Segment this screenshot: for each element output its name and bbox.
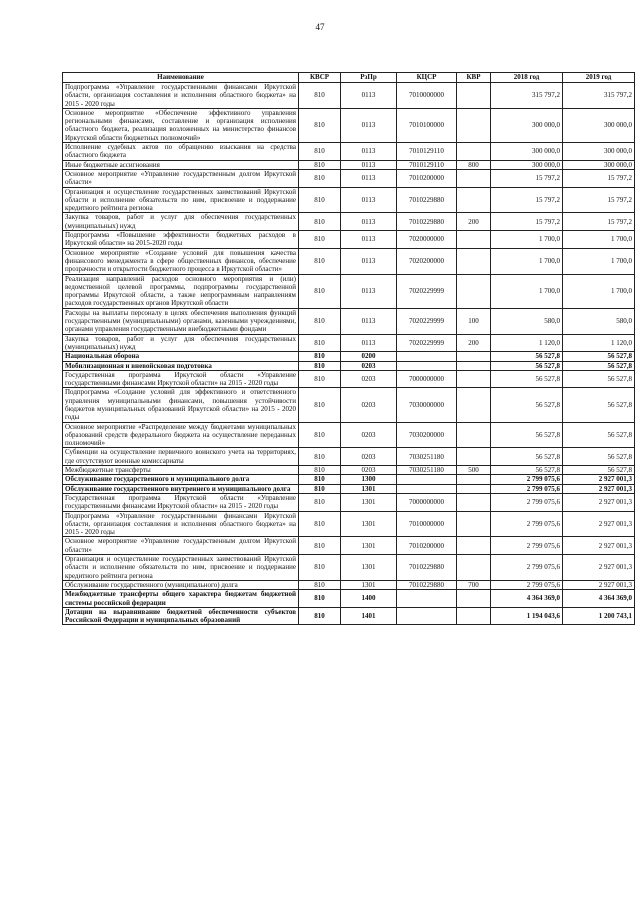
table-row	[63, 607, 635, 625]
row-amount-2018: 15 797,2	[491, 169, 563, 187]
table-row	[63, 187, 635, 213]
row-kvr: 200	[457, 213, 491, 231]
row-amount-2019: 1 700,0	[563, 274, 635, 308]
row-name: Обслуживание государственного (муниципального) долга	[63, 580, 299, 589]
row-kcsr	[397, 475, 457, 484]
row-kvr: 800	[457, 160, 491, 169]
row-name: Подпрограмма «Повышение эффективности бюджетных расходов в Иркутской области» на 2015-2020 годы	[63, 231, 299, 249]
table-row	[63, 248, 635, 274]
budget-table	[62, 72, 635, 625]
row-name: Организация и осуществление государственных заимствований Иркутской области и исполнение обязательств по ним, присвоение и поддержание кредитного рейтинга региона	[63, 187, 299, 213]
row-amount-2019: 56 527,8	[563, 352, 635, 361]
table-row	[63, 448, 635, 466]
row-kvr: 700	[457, 580, 491, 589]
row-rzpr: 0113	[341, 160, 397, 169]
row-amount-2019: 2 927 001,3	[563, 493, 635, 511]
row-kcsr: 7010229880	[397, 187, 457, 213]
row-amount-2019: 2 927 001,3	[563, 555, 635, 581]
row-kcsr: 7030251180	[397, 448, 457, 466]
row-amount-2018: 1 194 043,6	[491, 607, 563, 625]
header-kcsr: КЦСР	[397, 73, 457, 83]
row-amount-2019: 4 364 369,0	[563, 590, 635, 608]
row-name: Государственная программа Иркутской области «Управление государственными финансами Иркутской области» на 2015 - 2020 годы	[63, 493, 299, 511]
table-row	[63, 274, 635, 308]
row-kvr	[457, 169, 491, 187]
row-amount-2019: 56 527,8	[563, 422, 635, 448]
table-header-row	[63, 73, 635, 83]
table-row	[63, 334, 635, 352]
row-kcsr	[397, 607, 457, 625]
table-row	[63, 422, 635, 448]
row-name: Обслуживание государственного внутреннего и муниципального долга	[63, 484, 299, 493]
table-row	[63, 493, 635, 511]
row-kvsr: 810	[299, 213, 341, 231]
row-kvr	[457, 143, 491, 161]
row-amount-2019: 56 527,8	[563, 388, 635, 422]
row-kcsr: 7020229999	[397, 308, 457, 334]
row-name: Основное мероприятие «Распределение между бюджетами муниципальных образований средств федерального бюджета на осуществление переданных полномочий»	[63, 422, 299, 448]
row-rzpr: 1301	[341, 511, 397, 537]
row-kvsr: 810	[299, 352, 341, 361]
row-kcsr: 7010100000	[397, 108, 457, 142]
row-kcsr: 7010200000	[397, 537, 457, 555]
row-amount-2019: 315 797,2	[563, 83, 635, 109]
row-amount-2018: 56 527,8	[491, 352, 563, 361]
row-kvr	[457, 484, 491, 493]
row-name: Основное мероприятие «Обеспечение эффективного управления региональными финансами, составление и организация исполнения областного бюджета, реализация возложенных на министерство финансов Иркутской области бюджетных полномочий»	[63, 108, 299, 142]
row-kvr	[457, 248, 491, 274]
row-kcsr: 7010200000	[397, 169, 457, 187]
row-amount-2018: 300 000,0	[491, 108, 563, 142]
row-kvsr: 810	[299, 334, 341, 352]
row-kcsr: 7030251180	[397, 466, 457, 475]
row-amount-2019: 56 527,8	[563, 361, 635, 370]
row-kcsr: 7010229880	[397, 213, 457, 231]
row-name: Закупка товаров, работ и услуг для обеспечения государственных (муниципальных) нужд	[63, 334, 299, 352]
table-row	[63, 537, 635, 555]
row-kcsr: 7020000000	[397, 231, 457, 249]
row-kcsr: 7030200000	[397, 422, 457, 448]
row-rzpr: 0203	[341, 388, 397, 422]
row-rzpr: 1301	[341, 493, 397, 511]
row-amount-2018: 56 527,8	[491, 361, 563, 370]
row-rzpr: 1401	[341, 607, 397, 625]
row-rzpr: 0113	[341, 187, 397, 213]
row-rzpr: 0113	[341, 231, 397, 249]
row-amount-2019: 2 927 001,3	[563, 537, 635, 555]
row-amount-2019: 1 700,0	[563, 248, 635, 274]
row-rzpr: 0113	[341, 308, 397, 334]
row-rzpr: 0113	[341, 108, 397, 142]
row-kcsr: 7010000000	[397, 83, 457, 109]
table-row	[63, 108, 635, 142]
row-rzpr: 1400	[341, 590, 397, 608]
row-kvr	[457, 422, 491, 448]
row-amount-2018: 56 527,8	[491, 448, 563, 466]
row-amount-2018: 315 797,2	[491, 83, 563, 109]
row-amount-2019: 300 000,0	[563, 108, 635, 142]
row-amount-2019: 2 927 001,3	[563, 475, 635, 484]
row-kvr	[457, 555, 491, 581]
row-name: Иные бюджетные ассигнования	[63, 160, 299, 169]
row-amount-2019: 15 797,2	[563, 213, 635, 231]
row-amount-2019: 2 927 001,3	[563, 511, 635, 537]
row-kvsr: 810	[299, 370, 341, 388]
row-rzpr: 1301	[341, 484, 397, 493]
table-row	[63, 370, 635, 388]
row-kvsr: 810	[299, 308, 341, 334]
row-rzpr: 0113	[341, 143, 397, 161]
row-name: Национальная оборона	[63, 352, 299, 361]
row-rzpr: 0113	[341, 248, 397, 274]
row-kvr	[457, 475, 491, 484]
row-kvr	[457, 108, 491, 142]
row-kvr	[457, 370, 491, 388]
row-amount-2018: 1 120,0	[491, 334, 563, 352]
row-kcsr: 7010129110	[397, 160, 457, 169]
row-kvr: 100	[457, 308, 491, 334]
row-amount-2018: 15 797,2	[491, 213, 563, 231]
row-kvr	[457, 231, 491, 249]
table-row	[63, 169, 635, 187]
table-row	[63, 590, 635, 608]
row-name: Основное мероприятие «Управление государственным долгом Иркутской области»	[63, 537, 299, 555]
row-kvsr: 810	[299, 83, 341, 109]
row-kcsr	[397, 352, 457, 361]
row-kvr	[457, 590, 491, 608]
row-amount-2018: 56 527,8	[491, 388, 563, 422]
row-name: Исполнение судебных актов по обращению взыскания на средства областного бюджета	[63, 143, 299, 161]
row-amount-2018: 1 700,0	[491, 248, 563, 274]
row-name: Реализация направлений расходов основного мероприятия и (или) ведомственной целевой программы, подпрограммы государственной программы Иркутской области, а также непрограммным направлениям расходов государственных органов Иркутской области	[63, 274, 299, 308]
row-rzpr: 0203	[341, 370, 397, 388]
table-body	[63, 83, 635, 625]
row-kcsr: 7010000000	[397, 511, 457, 537]
row-kcsr: 7030000000	[397, 388, 457, 422]
row-amount-2019: 56 527,8	[563, 448, 635, 466]
row-kvsr: 810	[299, 484, 341, 493]
row-kvsr: 810	[299, 580, 341, 589]
row-kvsr: 810	[299, 231, 341, 249]
row-kvr	[457, 537, 491, 555]
row-name: Мобилизационная и вневойсковая подготовка	[63, 361, 299, 370]
row-name: Расходы на выплаты персоналу в целях обеспечения выполнения функций государственными (муниципальными) органами, казенными учреждениями, органами управления государственными внебюджетными фондами	[63, 308, 299, 334]
row-name: Организация и осуществление государственных заимствований Иркутской области и исполнение обязательств по ним, присвоение и поддержание кредитного рейтинга региона	[63, 555, 299, 581]
header-rzpr: РзПр	[341, 73, 397, 83]
row-name: Подпрограмма «Управление государственными финансами Иркутской области, организация составления и исполнения областного бюджета» на 2015 - 2020 годы	[63, 83, 299, 109]
row-kcsr: 7020229999	[397, 274, 457, 308]
row-rzpr: 0203	[341, 448, 397, 466]
row-rzpr: 0203	[341, 361, 397, 370]
row-kcsr: 7010229880	[397, 555, 457, 581]
row-kvr	[457, 361, 491, 370]
row-name: Государственная программа Иркутской области «Управление государственными финансами Иркутской области» на 2015 - 2020 годы	[63, 370, 299, 388]
row-amount-2019: 1 700,0	[563, 231, 635, 249]
row-name: Закупка товаров, работ и услуг для обеспечения государственных (муниципальных) нужд	[63, 213, 299, 231]
row-kvr	[457, 493, 491, 511]
row-amount-2018: 2 799 075,6	[491, 511, 563, 537]
row-kvr: 200	[457, 334, 491, 352]
row-amount-2018: 15 797,2	[491, 187, 563, 213]
row-kvsr: 810	[299, 537, 341, 555]
row-name: Обслуживание государственного и муниципального долга	[63, 475, 299, 484]
row-kvsr: 810	[299, 607, 341, 625]
row-name: Подпрограмма «Управление государственными финансами Иркутской области, организация составления и исполнения областного бюджета» на 2015 - 2020 годы	[63, 511, 299, 537]
row-name: Основное мероприятие «Управление государственным долгом Иркутской области»	[63, 169, 299, 187]
row-kcsr	[397, 590, 457, 608]
row-kcsr: 7010229880	[397, 580, 457, 589]
row-kvsr: 810	[299, 422, 341, 448]
row-rzpr: 0113	[341, 274, 397, 308]
row-kvsr: 810	[299, 160, 341, 169]
table-row	[63, 388, 635, 422]
header-kvr: КВР	[457, 73, 491, 83]
table-row	[63, 475, 635, 484]
row-kcsr: 7000000000	[397, 493, 457, 511]
row-name: Субвенции на осуществление первичного воинского учета на территориях, где отсутствуют военные комиссариаты	[63, 448, 299, 466]
row-kvsr: 810	[299, 187, 341, 213]
row-amount-2018: 56 527,8	[491, 422, 563, 448]
row-rzpr: 0113	[341, 213, 397, 231]
row-amount-2018: 2 799 075,6	[491, 580, 563, 589]
row-kvsr: 810	[299, 169, 341, 187]
row-kvr	[457, 448, 491, 466]
row-amount-2019: 15 797,2	[563, 169, 635, 187]
row-rzpr: 1300	[341, 475, 397, 484]
table-row	[63, 466, 635, 475]
row-kvr	[457, 83, 491, 109]
row-amount-2019: 56 527,8	[563, 466, 635, 475]
row-kvsr: 810	[299, 143, 341, 161]
row-kvr	[457, 352, 491, 361]
row-amount-2018: 1 700,0	[491, 231, 563, 249]
row-kvr	[457, 187, 491, 213]
row-kvsr: 810	[299, 466, 341, 475]
row-kvr	[457, 607, 491, 625]
row-kvsr: 810	[299, 274, 341, 308]
row-amount-2018: 2 799 075,6	[491, 493, 563, 511]
row-kvsr: 810	[299, 108, 341, 142]
row-amount-2019: 300 000,0	[563, 143, 635, 161]
row-kvr	[457, 511, 491, 537]
row-rzpr: 0203	[341, 422, 397, 448]
page-number: 47	[315, 22, 325, 32]
row-kvsr: 810	[299, 248, 341, 274]
row-kvr: 500	[457, 466, 491, 475]
row-kvsr: 810	[299, 590, 341, 608]
row-kvsr: 810	[299, 388, 341, 422]
row-kcsr	[397, 484, 457, 493]
row-kvsr: 810	[299, 555, 341, 581]
row-amount-2018: 2 799 075,6	[491, 475, 563, 484]
row-amount-2018: 580,0	[491, 308, 563, 334]
row-amount-2018: 300 000,0	[491, 143, 563, 161]
table-row	[63, 352, 635, 361]
row-amount-2018: 1 700,0	[491, 274, 563, 308]
row-amount-2018: 56 527,8	[491, 370, 563, 388]
row-kcsr: 7020200000	[397, 248, 457, 274]
row-amount-2019: 580,0	[563, 308, 635, 334]
table-row	[63, 484, 635, 493]
table-row	[63, 308, 635, 334]
table-row	[63, 580, 635, 589]
row-kvsr: 810	[299, 475, 341, 484]
header-2018: 2018 год	[491, 73, 563, 83]
row-rzpr: 0113	[341, 83, 397, 109]
row-kcsr: 7020229999	[397, 334, 457, 352]
row-name: Основное мероприятие «Создание условий для повышения качества финансового менеджмента в сфере общественных финансов, обеспечение прозрачности и открытости бюджетного процесса в Иркутской области»	[63, 248, 299, 274]
row-rzpr: 0200	[341, 352, 397, 361]
row-rzpr: 0113	[341, 169, 397, 187]
row-amount-2018: 2 799 075,6	[491, 537, 563, 555]
table-row	[63, 555, 635, 581]
row-rzpr: 1301	[341, 580, 397, 589]
row-name: Межбюджетные трансферты	[63, 466, 299, 475]
row-name: Дотации на выравнивание бюджетной обеспеченности субъектов Российской Федерации и муниципальных образований	[63, 607, 299, 625]
row-kcsr	[397, 361, 457, 370]
row-amount-2019: 2 927 001,3	[563, 484, 635, 493]
table-row	[63, 511, 635, 537]
row-kvr	[457, 388, 491, 422]
row-amount-2019: 1 200 743,1	[563, 607, 635, 625]
row-amount-2019: 2 927 001,3	[563, 580, 635, 589]
row-amount-2018: 56 527,8	[491, 466, 563, 475]
row-name: Межбюджетные трансферты общего характера бюджетам бюджетной системы российской федерации	[63, 590, 299, 608]
row-kvsr: 810	[299, 493, 341, 511]
row-kcsr: 7000000000	[397, 370, 457, 388]
table-row	[63, 83, 635, 109]
row-amount-2019: 15 797,2	[563, 187, 635, 213]
header-name: Наименование	[63, 73, 299, 83]
row-amount-2018: 2 799 075,6	[491, 484, 563, 493]
table-row	[63, 361, 635, 370]
table-row	[63, 160, 635, 169]
row-amount-2018: 4 364 369,0	[491, 590, 563, 608]
row-amount-2019: 1 120,0	[563, 334, 635, 352]
row-name: Подпрограмма «Создание условий для эффективного и ответственного управления муниципальными финансами, повышения устойчивости бюджетов муниципальных образований Иркутской области» на 2015 - 2020 годы	[63, 388, 299, 422]
row-amount-2019: 56 527,8	[563, 370, 635, 388]
row-kvsr: 810	[299, 361, 341, 370]
row-kcsr: 7010129110	[397, 143, 457, 161]
table-row	[63, 213, 635, 231]
table-row	[63, 231, 635, 249]
row-rzpr: 0113	[341, 334, 397, 352]
row-amount-2019: 300 000,0	[563, 160, 635, 169]
row-amount-2018: 2 799 075,6	[491, 555, 563, 581]
row-kvsr: 810	[299, 448, 341, 466]
row-amount-2018: 300 000,0	[491, 160, 563, 169]
table-row	[63, 143, 635, 161]
row-kvsr: 810	[299, 511, 341, 537]
row-rzpr: 1301	[341, 555, 397, 581]
row-rzpr: 0203	[341, 466, 397, 475]
header-2019: 2019 год	[563, 73, 635, 83]
header-kvsr: КВСР	[299, 73, 341, 83]
row-rzpr: 1301	[341, 537, 397, 555]
row-kvr	[457, 274, 491, 308]
